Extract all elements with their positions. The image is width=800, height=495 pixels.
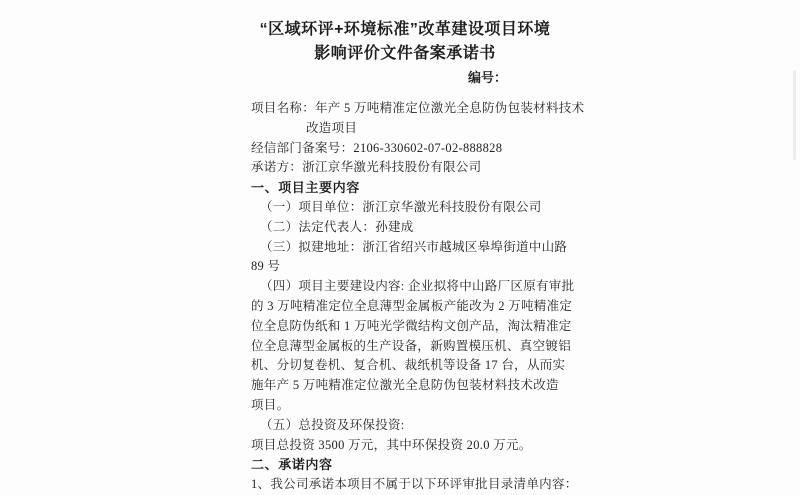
doc-line-item-4-cont-4: 机、分切复卷机、复合机、裁纸机等设备 17 台，从而实 bbox=[251, 358, 566, 373]
doc-line-item-4-cont-5: 施年产 5 万吨精准定位激光全息防伪包装材料技术改造 bbox=[251, 378, 559, 393]
doc-line-commitment-1: 1、我公司承诺本项目不属于以下环评审批目录清单内容： bbox=[251, 477, 578, 492]
document-title-line2: 影响评价文件备案承诺书 bbox=[314, 45, 496, 62]
doc-line-item-2-legal-rep: （二）法定代表人：孙建成 bbox=[260, 219, 414, 234]
doc-line-project-name: 项目名称：年产 5 万吨精准定位激光全息防伪包装材料技术 bbox=[251, 101, 585, 115]
section-2-heading: 二、承诺内容 bbox=[251, 457, 333, 473]
doc-line-item-4-cont-2: 位全息防伪纸和 1 万吨光学微结构文创产品，淘汰精准定 bbox=[251, 318, 572, 333]
doc-line-item-4-cont-1: 的 3 万吨精准定位全息薄型金属板产能改为 2 万吨精准定 bbox=[251, 298, 573, 313]
doc-line-item-3-address: （三）拟建地址：浙江省绍兴市越城区皋埠街道中山路 bbox=[260, 239, 568, 254]
section-1-heading: 一、项目主要内容 bbox=[251, 180, 360, 196]
document-body bbox=[251, 99, 585, 495]
doc-line-project-name-cont: 改造项目 bbox=[306, 120, 358, 135]
doc-line-item-4-cont-6: 项目。 bbox=[251, 397, 290, 412]
doc-line-item-5-investment: （五）总投资及环保投资: bbox=[260, 417, 405, 432]
serial-number-row bbox=[251, 69, 559, 86]
doc-line-filing-number: 经信部门备案号：2106-330602-07-02-888828 bbox=[251, 140, 503, 155]
doc-line-item-4-cont-3: 位全息薄型金属板的生产设备，新购置模压机、真空镀铝 bbox=[251, 338, 572, 353]
doc-line-item-4-content: （四）项目主要建设内容: 企业拟将中山路厂区原有审批 bbox=[260, 279, 575, 294]
document-title bbox=[251, 0, 559, 66]
document-content-column bbox=[251, 0, 585, 495]
document-title-line1: “区域环评+环境标准”改革建设项目环境 bbox=[259, 21, 551, 38]
doc-line-investment-detail: 项目总投资 3500 万元，其中环保投资 20.0 万元。 bbox=[251, 437, 532, 452]
scan-artifact bbox=[793, 70, 796, 160]
doc-line-item-1-unit: （一）项目单位：浙江京华激光科技股份有限公司 bbox=[260, 199, 542, 214]
doc-line-item-3-address-cont: 89 号 bbox=[251, 259, 281, 274]
doc-line-promisor: 承诺方：浙江京华激光科技股份有限公司 bbox=[251, 160, 482, 175]
serial-number-label: 编号： bbox=[467, 70, 507, 85]
